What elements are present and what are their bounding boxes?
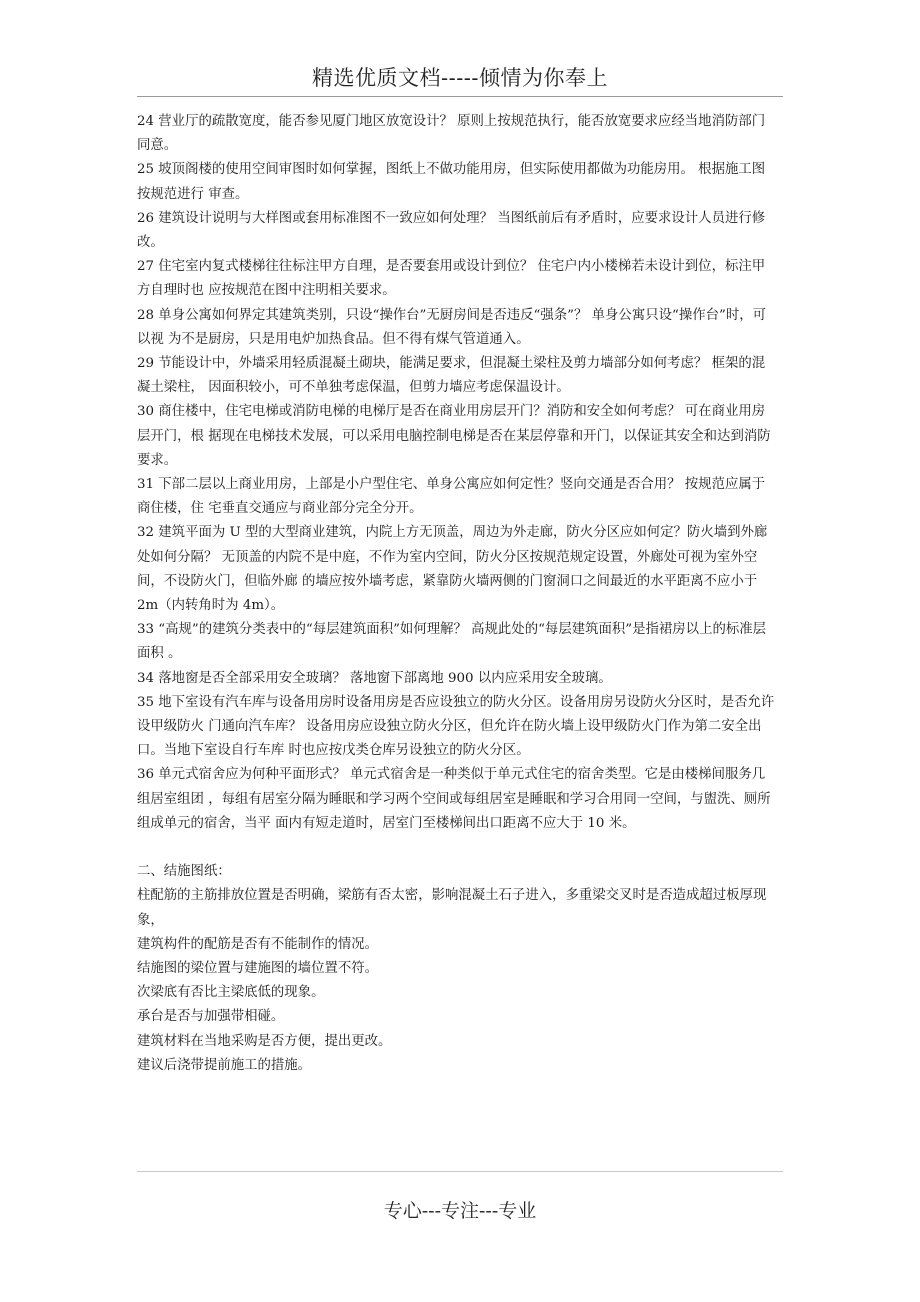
- section-heading: 二、结施图纸：: [137, 864, 231, 880]
- qa-item-32: 32 建筑平面为 U 型的大型商业建筑，内院上方无顶盖，周边为外走廊，防火分区应如何定？防火墙到外廊处如何分隔？ 无顶盖的内院不是中庭，不作为室内空间，防火分区按规范规定设置，外廊处可视为室外空间，不设防火门，但临外廊 的墙应按外墙考虑，紧靠防火墙两侧的门窗洞口之间最近的水平距离不应小于 2m（内转角时为 4m）。: [137, 525, 768, 614]
- header-divider: [137, 96, 783, 97]
- section-spacer: [137, 836, 777, 860]
- page-header-title: 精选优质文档-----倾情为你奉上: [312, 66, 608, 90]
- document-body: [137, 110, 777, 1078]
- qa-item-35: 35 地下室设有汽车库与设备用房时设备用房是否应设独立的防火分区。设备用房另设防火分区时，是否允许设甲级防火 门通向汽车库？ 设备用房应设独立防火分区，但允许在防火墙上设甲级防火门作为第二安全出口。当地下室设自行车库 时也应按戊类仓库另设独立的防火分区。: [137, 694, 775, 759]
- structural-drawings-section: [137, 860, 777, 1078]
- checklist-item: 建议后浇带提前施工的措施。: [137, 1057, 312, 1073]
- qa-item-29: 29 节能设计中，外墙采用轻质混凝土砌块，能满足要求，但混凝土梁柱及剪力墙部分如何考虑？ 框架的混凝土梁柱， 因面积较小，可不单独考虑保温，但剪力墙应考虑保温设计。: [137, 356, 766, 396]
- qa-list: [137, 110, 777, 836]
- checklist-item: 柱配筋的主筋排放位置是否明确，梁筋有否太密，影响混凝土石子进入，多重梁交叉时是否造成超过板厚现象，: [137, 888, 767, 928]
- qa-item-36: 36 单元式宿舍应为何种平面形式？ 单元式宿舍是一种类似于单元式住宅的宿舍类型。它是由楼梯间服务几组居室组团 ，每组有居室分隔为睡眠和学习两个空间或每组居室是睡眠和学习合用同一空间，与盥洗、厕所组成单元的宿舍，当平 面内有短走道时，居室门至楼梯间出口距离不应大于 10 米。: [137, 767, 771, 831]
- page-footer-text: 专心---专注---专业: [383, 1200, 537, 1222]
- checklist-item: 建筑构件的配筋是否有不能制作的情况。: [137, 936, 379, 952]
- checklist-item: 承台是否与加强带相碰。: [137, 1009, 285, 1025]
- qa-item-34: 34 落地窗是否全部采用安全玻璃？ 落地窗下部离地 900 以内应采用安全玻璃。: [137, 670, 612, 686]
- qa-item-24: 24 营业厅的疏散宽度，能否参见厦门地区放宽设计？ 原则上按规范执行，能否放宽要求应经当地消防部门同意。: [137, 114, 766, 154]
- checklist-item: 次梁底有否比主梁底低的现象。: [137, 985, 325, 1001]
- checklist-item: 结施图的梁位置与建施图的墙位置不符。: [137, 960, 379, 976]
- qa-item-31: 31 下部二层以上商业用房，上部是小户型住宅、单身公寓应如何定性？竖向交通是否合用？ 按规范应属于商住楼，住 宅垂直交通应与商业部分完全分开。: [137, 477, 766, 517]
- qa-item-26: 26 建筑设计说明与大样图或套用标准图不一致应如何处理？ 当图纸前后有矛盾时，应要求设计人员进行修改。: [137, 210, 766, 251]
- qa-item-28: 28 单身公寓如何界定其建筑类别，只设“操作台”无厨房间是否违反“强条”？ 单身公寓只设“操作台”时，可以视 为不是厨房，只是用电炉加热食品。但不得有煤气管道通入。: [137, 307, 767, 347]
- checklist-item: 建筑材料在当地采购是否方便，提出更改。: [137, 1033, 392, 1049]
- qa-item-30: 30 商住楼中，住宅电梯或消防电梯的电梯厅是否在商业用房层开门？消防和安全如何考虑？ 可在商业用房层开门，根 据现在电梯技术发展，可以采用电脑控制电梯是否在某层停靠和开门，以保证其安全和达到消防要求。: [137, 404, 771, 468]
- footer-divider: [137, 1171, 783, 1172]
- qa-item-27: 27 住宅室内复式楼梯往往标注甲方自理，是否要套用或设计到位？ 住宅户内小楼梯若未设计到位，标注甲方自理时也 应按规范在图中注明相关要求。: [137, 259, 766, 299]
- qa-item-33: 33 “高规”的建筑分类表中的“每层建筑面积”如何理解？ 高规此处的“每层建筑面积”是指裙房以上的标准层面积 。: [137, 622, 767, 662]
- qa-item-25: 25 坡顶阁楼的使用空间审图时如何掌握，图纸上不做功能用房，但实际使用都做为功能房用。 根据施工图按规范进行 审查。: [137, 162, 766, 202]
